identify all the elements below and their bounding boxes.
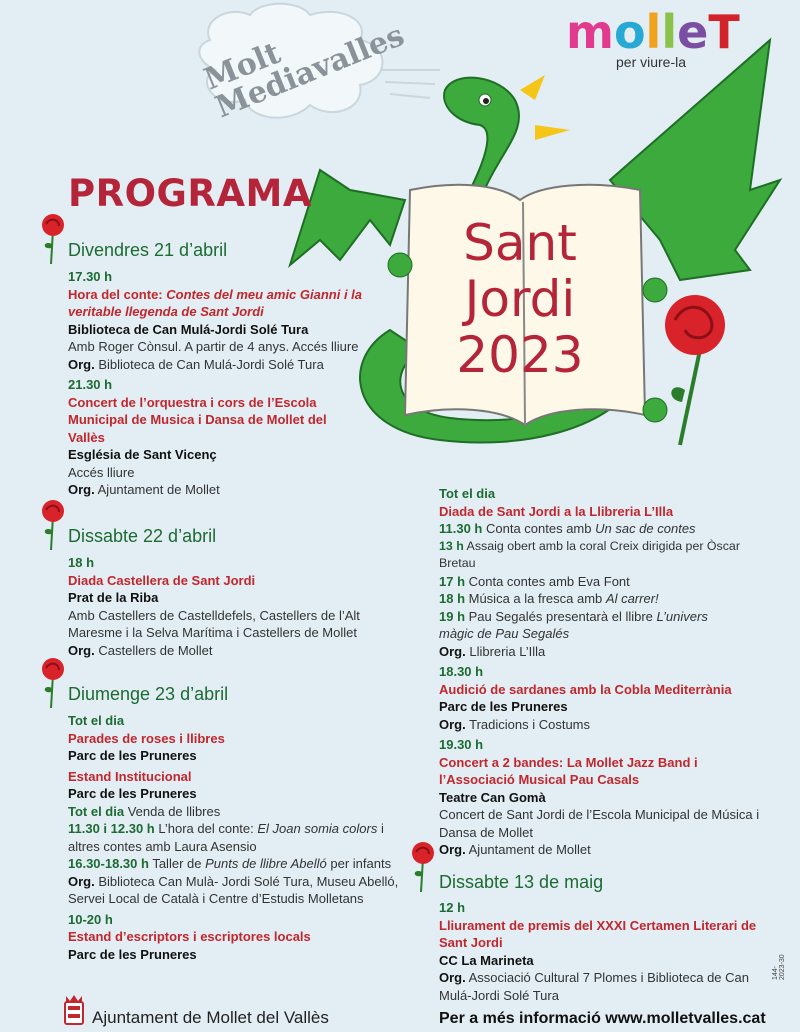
title-line-3: 2023	[456, 326, 584, 384]
event-time: 21.30 h	[68, 377, 113, 392]
rose-icon	[38, 498, 68, 552]
event-note: Amb Roger Cònsul. A partir de 4 anys. Accés lliure	[68, 339, 359, 354]
org-label: Org.	[439, 842, 466, 857]
event-subitem	[439, 573, 769, 591]
logo-letter: o	[613, 5, 646, 59]
event-place: Parc de les Pruneres	[68, 946, 197, 962]
subitem-time: 17 h	[439, 573, 466, 589]
event-subitem	[439, 520, 769, 538]
org-value: Associació Cultural 7 Plomes i Biblioteca de Can Mulá-Jordi Solé Tura	[439, 970, 749, 1003]
event-org	[439, 969, 769, 1004]
event-title-prefix: Hora del conte:	[68, 286, 167, 302]
event-title: Lliurament de premis del XXXI Certamen Literari de Sant Jordi	[439, 917, 757, 950]
event	[439, 485, 769, 859]
day-heading: Diumenge 23 d’abril	[68, 684, 229, 704]
event-title: Diada de Sant Jordi a la Llibreria L’Illa	[439, 503, 674, 519]
org-value: Ajuntament de Mollet	[97, 482, 220, 497]
org-label: Org.	[68, 482, 95, 497]
subitem-text: Taller de	[148, 856, 206, 871]
print-code: 144-2023-30	[772, 954, 786, 980]
org-value: Biblioteca Can Mulà- Jordi Solé Tura, Museu Abelló, Servei Local de Català i Centre d’Estudis Molletans	[68, 873, 399, 906]
event-org	[68, 873, 403, 908]
subitem-time: 19 h	[439, 608, 466, 624]
event-org	[439, 716, 769, 734]
event	[439, 899, 769, 1004]
subitem-text: per infants	[326, 856, 392, 871]
program-heading: PROGRAMA	[68, 172, 313, 215]
event-title: Estand d’escriptors i escriptores locals	[68, 929, 311, 944]
logo-letter: e	[677, 5, 709, 59]
subitem-em: Al carrer!	[605, 591, 659, 606]
event-place: Església de Sant Vicenç	[68, 447, 217, 462]
day-heading: Dissabte 22 d’abril	[68, 526, 217, 546]
org-label: Org.	[439, 643, 466, 659]
event-note: Amb Castellers de Castelldefels, Castellers de l’Alt Maresme i la Selva Marítima i Castellers de Mollet	[68, 607, 360, 640]
event-subitem	[439, 538, 769, 573]
subitem-em: Un sac de contes	[595, 521, 696, 536]
more-info-link[interactable]: Per a més informació www.molletvalles.cat	[439, 1010, 766, 1027]
subitem-em: Punts de llibre Abelló	[205, 856, 327, 871]
subitem-text: Conta contes amb	[482, 521, 596, 536]
council-crest-icon	[62, 994, 86, 1028]
event-org	[439, 643, 769, 661]
event-note: Concert de Sant Jordi de l’Escola Municipal de Música i Dansa de Mollet	[439, 807, 760, 840]
logo-letter: l	[661, 5, 678, 59]
event-time: Tot el dia	[439, 486, 496, 501]
org-label: Org.	[68, 642, 95, 658]
event-title-em: Contes del meu amic Gianni i la veritable llegenda de Sant Jordi	[68, 286, 363, 319]
subitem-em: El Joan somia colors	[257, 821, 378, 836]
subitem-text: Música a la fresca amb	[465, 591, 606, 606]
event-subitem	[68, 855, 403, 873]
rose-icon	[38, 656, 68, 710]
org-value: Ajuntament de Mollet	[468, 842, 591, 857]
event-org	[68, 642, 413, 660]
event	[68, 268, 398, 499]
event-time: 18.30 h	[439, 664, 484, 679]
org-value: Tradicions i Costums	[469, 716, 591, 732]
org-value: Llibreria L’Illa	[469, 643, 546, 659]
event-place: Parc de les Pruneres	[439, 699, 568, 714]
event-place: Prat de la Riba	[68, 590, 159, 605]
org-value: Biblioteca de Can Mulá-Jordi Solé Tura	[98, 356, 324, 372]
event-note: Accés lliure	[68, 464, 135, 480]
event-title	[420, 215, 620, 383]
event-title	[68, 286, 398, 321]
subitem-time: 11.30 i 12.30 h	[68, 821, 155, 836]
org-label: Org.	[439, 716, 466, 732]
event-time: Tot el dia	[68, 713, 125, 728]
day-heading: Dissabte 13 de maig	[439, 872, 604, 892]
event-org	[68, 356, 398, 374]
event-subitem	[68, 820, 403, 855]
subitem-text: Venda de llibres	[124, 803, 221, 819]
event-title: Concert a 2 bandes: La Mollet Jazz Band i l’Associació Musical Pau Casals	[439, 754, 698, 787]
subitem-text: Conta contes amb Eva Font	[465, 573, 630, 589]
event-place: Teatre Can Gomà	[439, 789, 546, 805]
event-time: 17.30 h	[68, 269, 113, 284]
event-title: Concert de l’orquestra i cors de l’Escola Municipal de Musica i Dansa de Mollet del Vallès	[68, 394, 327, 445]
event-time: 18 h	[68, 555, 95, 570]
event	[68, 554, 413, 659]
event-subitem	[439, 608, 739, 643]
rose-icon	[38, 212, 68, 266]
subitem-time: 13 h	[439, 538, 464, 553]
subitem-time: 18 h	[439, 591, 466, 606]
logo-tagline: per viure-la	[616, 54, 687, 70]
event-time: 12 h	[439, 900, 466, 915]
event	[68, 712, 403, 963]
logo-letter: m	[566, 5, 614, 59]
event-time: 10-20 h	[68, 911, 113, 927]
logo-letter: l	[645, 5, 662, 59]
event-title: Parades de roses i llibres	[68, 730, 225, 746]
org-label: Org.	[68, 356, 95, 372]
council-name: Ajuntament de Mollet del Vallès	[92, 1008, 329, 1027]
event-title: Audició de sardanes amb la Cobla Mediterrània	[439, 681, 732, 697]
event-title: Estand Institucional	[68, 768, 192, 784]
event-subitem	[68, 803, 403, 821]
event-subitem	[439, 590, 769, 608]
subitem-time: 11.30 h	[439, 521, 483, 536]
org-label: Org.	[439, 970, 466, 985]
event-title: Diada Castellera de Sant Jordi	[68, 572, 256, 588]
subitem-text: L’hora del conte:	[154, 821, 258, 836]
event-place: Biblioteca de Can Mulá-Jordi Solé Tura	[68, 321, 309, 337]
subitem-time: 16.30-18.30 h	[68, 856, 149, 871]
event-time: 19.30 h	[439, 737, 484, 752]
cloud-lettering-text: Molt Mediavalles	[199, 17, 410, 126]
logo-letter: T	[708, 5, 740, 59]
title-line-1: Sant	[463, 214, 577, 272]
event-org	[439, 841, 769, 859]
title-line-2: Jordi	[464, 270, 576, 328]
day-heading: Divendres 21 d’abril	[68, 240, 228, 260]
subitem-text: Assaig obert amb la coral Creix dirigida per Òscar Bretau	[439, 538, 740, 570]
subitem-text: i altres contes amb Laura Asensio	[68, 821, 384, 854]
event-place: Parc de les Pruneres	[68, 748, 197, 763]
event-place: Parc de les Pruneres	[68, 786, 197, 801]
org-value: Castellers de Mollet	[98, 642, 213, 658]
subitem-em: L’univers màgic de Pau Segalés	[439, 608, 708, 641]
event-place: CC La Marineta	[439, 952, 534, 968]
event-org	[68, 481, 398, 499]
subitem-time: Tot el dia	[68, 803, 125, 819]
subitem-text: Pau Segalés presentarà el llibre	[465, 608, 657, 624]
rose-icon	[408, 840, 438, 894]
org-label: Org.	[68, 873, 95, 889]
